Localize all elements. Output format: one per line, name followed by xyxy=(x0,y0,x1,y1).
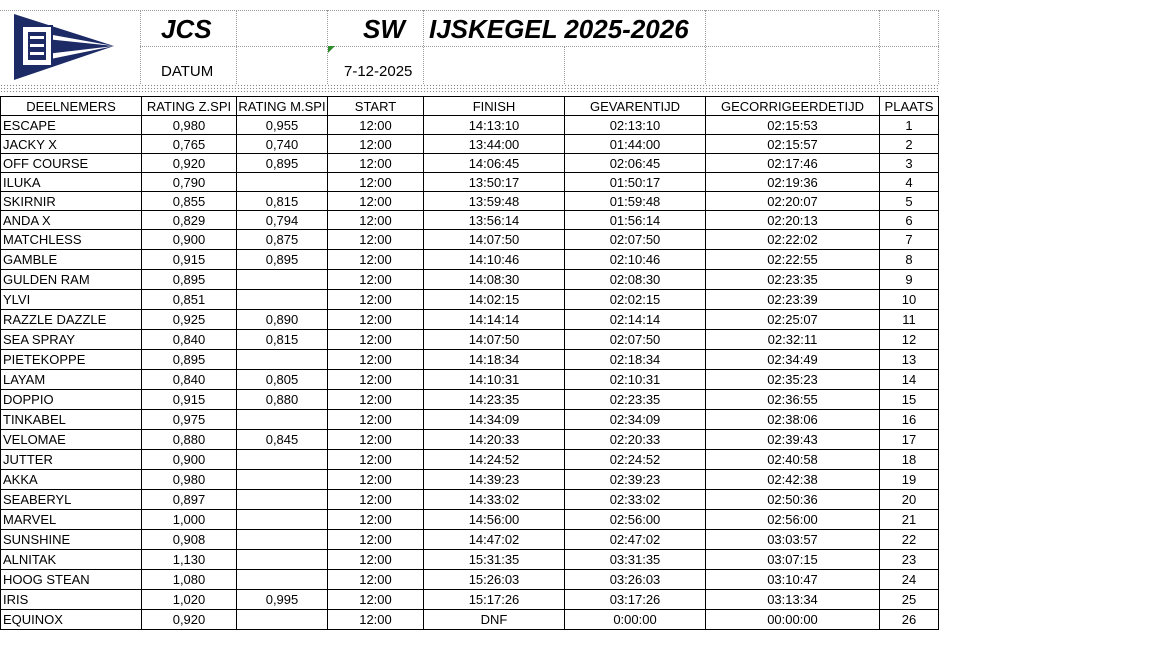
table-row xyxy=(1,135,939,154)
rating-zspi: 0,895 xyxy=(142,270,237,290)
place: 1 xyxy=(880,116,939,135)
participant-name: IRIS xyxy=(1,590,142,610)
place: 20 xyxy=(880,490,939,510)
rating-mspi: 0,815 xyxy=(237,192,328,211)
start-time: 12:00 xyxy=(328,430,424,450)
elapsed-time: 02:56:00 xyxy=(565,510,706,530)
table-row xyxy=(1,390,939,410)
results-body xyxy=(1,116,939,630)
rating-zspi: 0,895 xyxy=(142,350,237,370)
participant-name: JUTTER xyxy=(1,450,142,470)
elapsed-time: 02:02:15 xyxy=(565,290,706,310)
club-name: JCS xyxy=(161,14,212,44)
rating-mspi xyxy=(237,550,328,570)
start-time: 12:00 xyxy=(328,250,424,270)
corrected-time: 03:13:34 xyxy=(706,590,880,610)
start-time: 12:00 xyxy=(328,154,424,173)
rating-zspi: 0,790 xyxy=(142,173,237,192)
rating-mspi: 0,995 xyxy=(237,590,328,610)
corrected-time: 02:40:58 xyxy=(706,450,880,470)
finish-time: 14:39:23 xyxy=(424,470,565,490)
corrected-time: 02:25:07 xyxy=(706,310,880,330)
start-time: 12:00 xyxy=(328,590,424,610)
participant-name: ESCAPE xyxy=(1,116,142,135)
corrected-time: 02:56:00 xyxy=(706,510,880,530)
start-time: 12:00 xyxy=(328,310,424,330)
start-time: 12:00 xyxy=(328,350,424,370)
elapsed-time: 02:07:50 xyxy=(565,230,706,250)
series-prefix: SW xyxy=(363,14,405,44)
participant-name: ANDA X xyxy=(1,211,142,230)
col-header-gevarentijd: GEVARENTIJD xyxy=(565,97,706,116)
rating-zspi: 0,980 xyxy=(142,470,237,490)
finish-time: 14:33:02 xyxy=(424,490,565,510)
rating-mspi xyxy=(237,290,328,310)
start-time: 12:00 xyxy=(328,135,424,154)
separator-band xyxy=(0,84,939,93)
table-row xyxy=(1,154,939,173)
finish-time: 14:18:34 xyxy=(424,350,565,370)
rating-mspi: 0,794 xyxy=(237,211,328,230)
start-time: 12:00 xyxy=(328,450,424,470)
table-row xyxy=(1,330,939,350)
rating-zspi: 0,975 xyxy=(142,410,237,430)
corrected-time: 02:42:38 xyxy=(706,470,880,490)
start-time: 12:00 xyxy=(328,490,424,510)
rating-mspi xyxy=(237,350,328,370)
rating-mspi xyxy=(237,470,328,490)
corrected-time: 03:10:47 xyxy=(706,570,880,590)
finish-time: 15:31:35 xyxy=(424,550,565,570)
corrected-time: 02:19:36 xyxy=(706,173,880,192)
participant-name: AKKA xyxy=(1,470,142,490)
participant-name: ILUKA xyxy=(1,173,142,192)
corrected-time: 02:35:23 xyxy=(706,370,880,390)
datum-value: 7-12-2025 xyxy=(344,63,413,80)
rating-zspi: 0,880 xyxy=(142,430,237,450)
table-row xyxy=(1,430,939,450)
col-header-rating-mspi: RATING M.SPI xyxy=(238,98,326,114)
place: 22 xyxy=(880,530,939,550)
table-row xyxy=(1,211,939,230)
datum-label: DATUM xyxy=(161,63,214,80)
table-row xyxy=(1,173,939,192)
participant-name: LAYAM xyxy=(1,370,142,390)
header-row xyxy=(1,97,939,116)
elapsed-time: 02:24:52 xyxy=(565,450,706,470)
rating-zspi: 0,851 xyxy=(142,290,237,310)
place: 13 xyxy=(880,350,939,370)
rating-mspi xyxy=(237,490,328,510)
col-header-finish: FINISH xyxy=(424,97,565,116)
corrected-time: 02:50:36 xyxy=(706,490,880,510)
start-time: 12:00 xyxy=(328,510,424,530)
table-row xyxy=(1,370,939,390)
start-time: 12:00 xyxy=(328,173,424,192)
participant-name: TINKABEL xyxy=(1,410,142,430)
place: 6 xyxy=(880,211,939,230)
finish-time: 14:10:31 xyxy=(424,370,565,390)
place: 8 xyxy=(880,250,939,270)
finish-time: 14:06:45 xyxy=(424,154,565,173)
col-header-plaats: PLAATS xyxy=(880,97,939,116)
finish-time: 14:47:02 xyxy=(424,530,565,550)
start-time: 12:00 xyxy=(328,330,424,350)
corrected-time: 02:22:02 xyxy=(706,230,880,250)
rating-zspi: 0,915 xyxy=(142,390,237,410)
participant-name: JACKY X xyxy=(1,135,142,154)
rating-mspi xyxy=(237,173,328,192)
start-time: 12:00 xyxy=(328,470,424,490)
rating-zspi: 0,915 xyxy=(142,250,237,270)
elapsed-time: 02:20:33 xyxy=(565,430,706,450)
elapsed-time: 02:08:30 xyxy=(565,270,706,290)
rating-mspi xyxy=(237,450,328,470)
rating-mspi: 0,805 xyxy=(237,370,328,390)
elapsed-time: 02:10:31 xyxy=(565,370,706,390)
participant-name: ALNITAK xyxy=(1,550,142,570)
rating-zspi: 0,900 xyxy=(142,230,237,250)
rating-zspi: 0,900 xyxy=(142,450,237,470)
elapsed-time: 02:13:10 xyxy=(565,116,706,135)
rating-mspi xyxy=(237,530,328,550)
table-row xyxy=(1,116,939,135)
col-header-start: START xyxy=(328,97,424,116)
rating-mspi xyxy=(237,570,328,590)
table-row xyxy=(1,490,939,510)
rating-zspi: 0,840 xyxy=(142,370,237,390)
place: 12 xyxy=(880,330,939,350)
place: 21 xyxy=(880,510,939,530)
start-time: 12:00 xyxy=(328,570,424,590)
participant-name: YLVI xyxy=(1,290,142,310)
table-row xyxy=(1,410,939,430)
sheet-header xyxy=(0,0,939,94)
elapsed-time: 02:34:09 xyxy=(565,410,706,430)
elapsed-time: 03:17:26 xyxy=(565,590,706,610)
start-time: 12:00 xyxy=(328,211,424,230)
rating-mspi: 0,955 xyxy=(237,116,328,135)
rating-mspi: 0,815 xyxy=(237,330,328,350)
table-row xyxy=(1,192,939,211)
participant-name: SUNSHINE xyxy=(1,530,142,550)
participant-name: SEA SPRAY xyxy=(1,330,142,350)
elapsed-time: 02:10:46 xyxy=(565,250,706,270)
start-time: 12:00 xyxy=(328,116,424,135)
finish-time: 13:44:00 xyxy=(424,135,565,154)
finish-time: 14:20:33 xyxy=(424,430,565,450)
place: 4 xyxy=(880,173,939,192)
corrected-time: 02:32:11 xyxy=(706,330,880,350)
finish-time: 14:24:52 xyxy=(424,450,565,470)
rating-mspi xyxy=(237,610,328,630)
rating-zspi: 0,920 xyxy=(142,610,237,630)
rating-zspi: 0,855 xyxy=(142,192,237,211)
finish-time: 14:07:50 xyxy=(424,230,565,250)
rating-mspi: 0,890 xyxy=(237,310,328,330)
rating-zspi: 0,980 xyxy=(142,116,237,135)
start-time: 12:00 xyxy=(328,610,424,630)
rating-mspi xyxy=(237,270,328,290)
finish-time: 14:13:10 xyxy=(424,116,565,135)
elapsed-time: 01:59:48 xyxy=(565,192,706,211)
rating-mspi xyxy=(237,410,328,430)
table-row xyxy=(1,510,939,530)
table-row xyxy=(1,530,939,550)
participant-name: GAMBLE xyxy=(1,250,142,270)
col-header-gecorrigeerdetijd: GECORRIGEERDETIJD xyxy=(706,97,880,116)
participant-name: SEABERYL xyxy=(1,490,142,510)
rating-zspi: 1,000 xyxy=(142,510,237,530)
place: 25 xyxy=(880,590,939,610)
corrected-time: 00:00:00 xyxy=(706,610,880,630)
col-header-deelnemers: DEELNEMERS xyxy=(1,97,142,116)
results-table xyxy=(0,96,939,630)
elapsed-time: 02:47:02 xyxy=(565,530,706,550)
start-time: 12:00 xyxy=(328,390,424,410)
place: 17 xyxy=(880,430,939,450)
elapsed-time: 02:33:02 xyxy=(565,490,706,510)
series-title: IJSKEGEL 2025-2026 xyxy=(429,14,689,44)
rating-zspi: 0,920 xyxy=(142,154,237,173)
finish-time: 14:07:50 xyxy=(424,330,565,350)
corrected-time: 02:39:43 xyxy=(706,430,880,450)
table-row xyxy=(1,230,939,250)
place: 18 xyxy=(880,450,939,470)
finish-time: 13:50:17 xyxy=(424,173,565,192)
rating-mspi: 0,895 xyxy=(237,154,328,173)
finish-time: 15:26:03 xyxy=(424,570,565,590)
place: 24 xyxy=(880,570,939,590)
finish-time: 14:56:00 xyxy=(424,510,565,530)
table-row xyxy=(1,450,939,470)
table-row xyxy=(1,290,939,310)
place: 2 xyxy=(880,135,939,154)
rating-mspi: 0,895 xyxy=(237,250,328,270)
elapsed-time: 02:23:35 xyxy=(565,390,706,410)
participant-name: SKIRNIR xyxy=(1,192,142,211)
corrected-time: 02:23:35 xyxy=(706,270,880,290)
start-time: 12:00 xyxy=(328,290,424,310)
finish-time: 15:17:26 xyxy=(424,590,565,610)
participant-name: HOOG STEAN xyxy=(1,570,142,590)
rating-mspi: 0,880 xyxy=(237,390,328,410)
table-row xyxy=(1,250,939,270)
elapsed-time: 02:39:23 xyxy=(565,470,706,490)
place: 23 xyxy=(880,550,939,570)
start-time: 12:00 xyxy=(328,530,424,550)
place: 7 xyxy=(880,230,939,250)
finish-time: DNF xyxy=(424,610,565,630)
elapsed-time: 02:07:50 xyxy=(565,330,706,350)
table-row xyxy=(1,550,939,570)
finish-time: 14:02:15 xyxy=(424,290,565,310)
participant-name: DOPPIO xyxy=(1,390,142,410)
table-row xyxy=(1,350,939,370)
finish-time: 14:10:46 xyxy=(424,250,565,270)
corrected-time: 02:17:46 xyxy=(706,154,880,173)
corrected-time: 02:34:49 xyxy=(706,350,880,370)
participant-name: PIETEKOPPE xyxy=(1,350,142,370)
rating-zspi: 1,130 xyxy=(142,550,237,570)
participant-name: MARVEL xyxy=(1,510,142,530)
rating-zspi: 0,908 xyxy=(142,530,237,550)
rating-zspi: 1,020 xyxy=(142,590,237,610)
place: 26 xyxy=(880,610,939,630)
rating-zspi: 1,080 xyxy=(142,570,237,590)
place: 9 xyxy=(880,270,939,290)
participant-name: RAZZLE DAZZLE xyxy=(1,310,142,330)
elapsed-time: 02:14:14 xyxy=(565,310,706,330)
finish-time: 14:14:14 xyxy=(424,310,565,330)
corrected-time: 03:03:57 xyxy=(706,530,880,550)
elapsed-time: 03:26:03 xyxy=(565,570,706,590)
start-time: 12:00 xyxy=(328,550,424,570)
participant-name: VELOMAE xyxy=(1,430,142,450)
participant-name: MATCHLESS xyxy=(1,230,142,250)
elapsed-time: 01:44:00 xyxy=(565,135,706,154)
rating-zspi: 0,765 xyxy=(142,135,237,154)
participant-name: GULDEN RAM xyxy=(1,270,142,290)
corrected-time: 03:07:15 xyxy=(706,550,880,570)
table-row xyxy=(1,570,939,590)
table-row xyxy=(1,590,939,610)
corrected-time: 02:38:06 xyxy=(706,410,880,430)
finish-time: 13:56:14 xyxy=(424,211,565,230)
elapsed-time: 02:06:45 xyxy=(565,154,706,173)
corrected-time: 02:15:53 xyxy=(706,116,880,135)
rating-zspi: 0,840 xyxy=(142,330,237,350)
rating-zspi: 0,925 xyxy=(142,310,237,330)
rating-zspi: 0,897 xyxy=(142,490,237,510)
table-row xyxy=(1,270,939,290)
finish-time: 13:59:48 xyxy=(424,192,565,211)
elapsed-time: 01:50:17 xyxy=(565,173,706,192)
corrected-time: 02:36:55 xyxy=(706,390,880,410)
elapsed-time: 02:18:34 xyxy=(565,350,706,370)
table-row xyxy=(1,610,939,630)
rating-zspi: 0,829 xyxy=(142,211,237,230)
corrected-time: 02:20:07 xyxy=(706,192,880,211)
rating-mspi: 0,845 xyxy=(237,430,328,450)
start-time: 12:00 xyxy=(328,410,424,430)
elapsed-time: 0:00:00 xyxy=(565,610,706,630)
place: 10 xyxy=(880,290,939,310)
place: 19 xyxy=(880,470,939,490)
corrected-time: 02:20:13 xyxy=(706,211,880,230)
start-time: 12:00 xyxy=(328,370,424,390)
table-row xyxy=(1,310,939,330)
corrected-time: 02:15:57 xyxy=(706,135,880,154)
corrected-time: 02:22:55 xyxy=(706,250,880,270)
club-burgee-logo xyxy=(12,12,116,82)
place: 14 xyxy=(880,370,939,390)
rating-mspi: 0,740 xyxy=(237,135,328,154)
finish-time: 14:23:35 xyxy=(424,390,565,410)
place: 3 xyxy=(880,154,939,173)
finish-time: 14:34:09 xyxy=(424,410,565,430)
elapsed-time: 01:56:14 xyxy=(565,211,706,230)
start-time: 12:00 xyxy=(328,270,424,290)
place: 15 xyxy=(880,390,939,410)
place: 11 xyxy=(880,310,939,330)
rating-mspi xyxy=(237,510,328,530)
elapsed-time: 03:31:35 xyxy=(565,550,706,570)
cell-comment-marker xyxy=(328,46,335,53)
table-row xyxy=(1,470,939,490)
start-time: 12:00 xyxy=(328,192,424,211)
place: 5 xyxy=(880,192,939,211)
finish-time: 14:08:30 xyxy=(424,270,565,290)
participant-name: OFF COURSE xyxy=(1,154,142,173)
participant-name: EQUINOX xyxy=(1,610,142,630)
rating-mspi: 0,875 xyxy=(237,230,328,250)
corrected-time: 02:23:39 xyxy=(706,290,880,310)
start-time: 12:00 xyxy=(328,230,424,250)
place: 16 xyxy=(880,410,939,430)
col-header-rating-zspi: RATING Z.SPI xyxy=(142,97,237,116)
